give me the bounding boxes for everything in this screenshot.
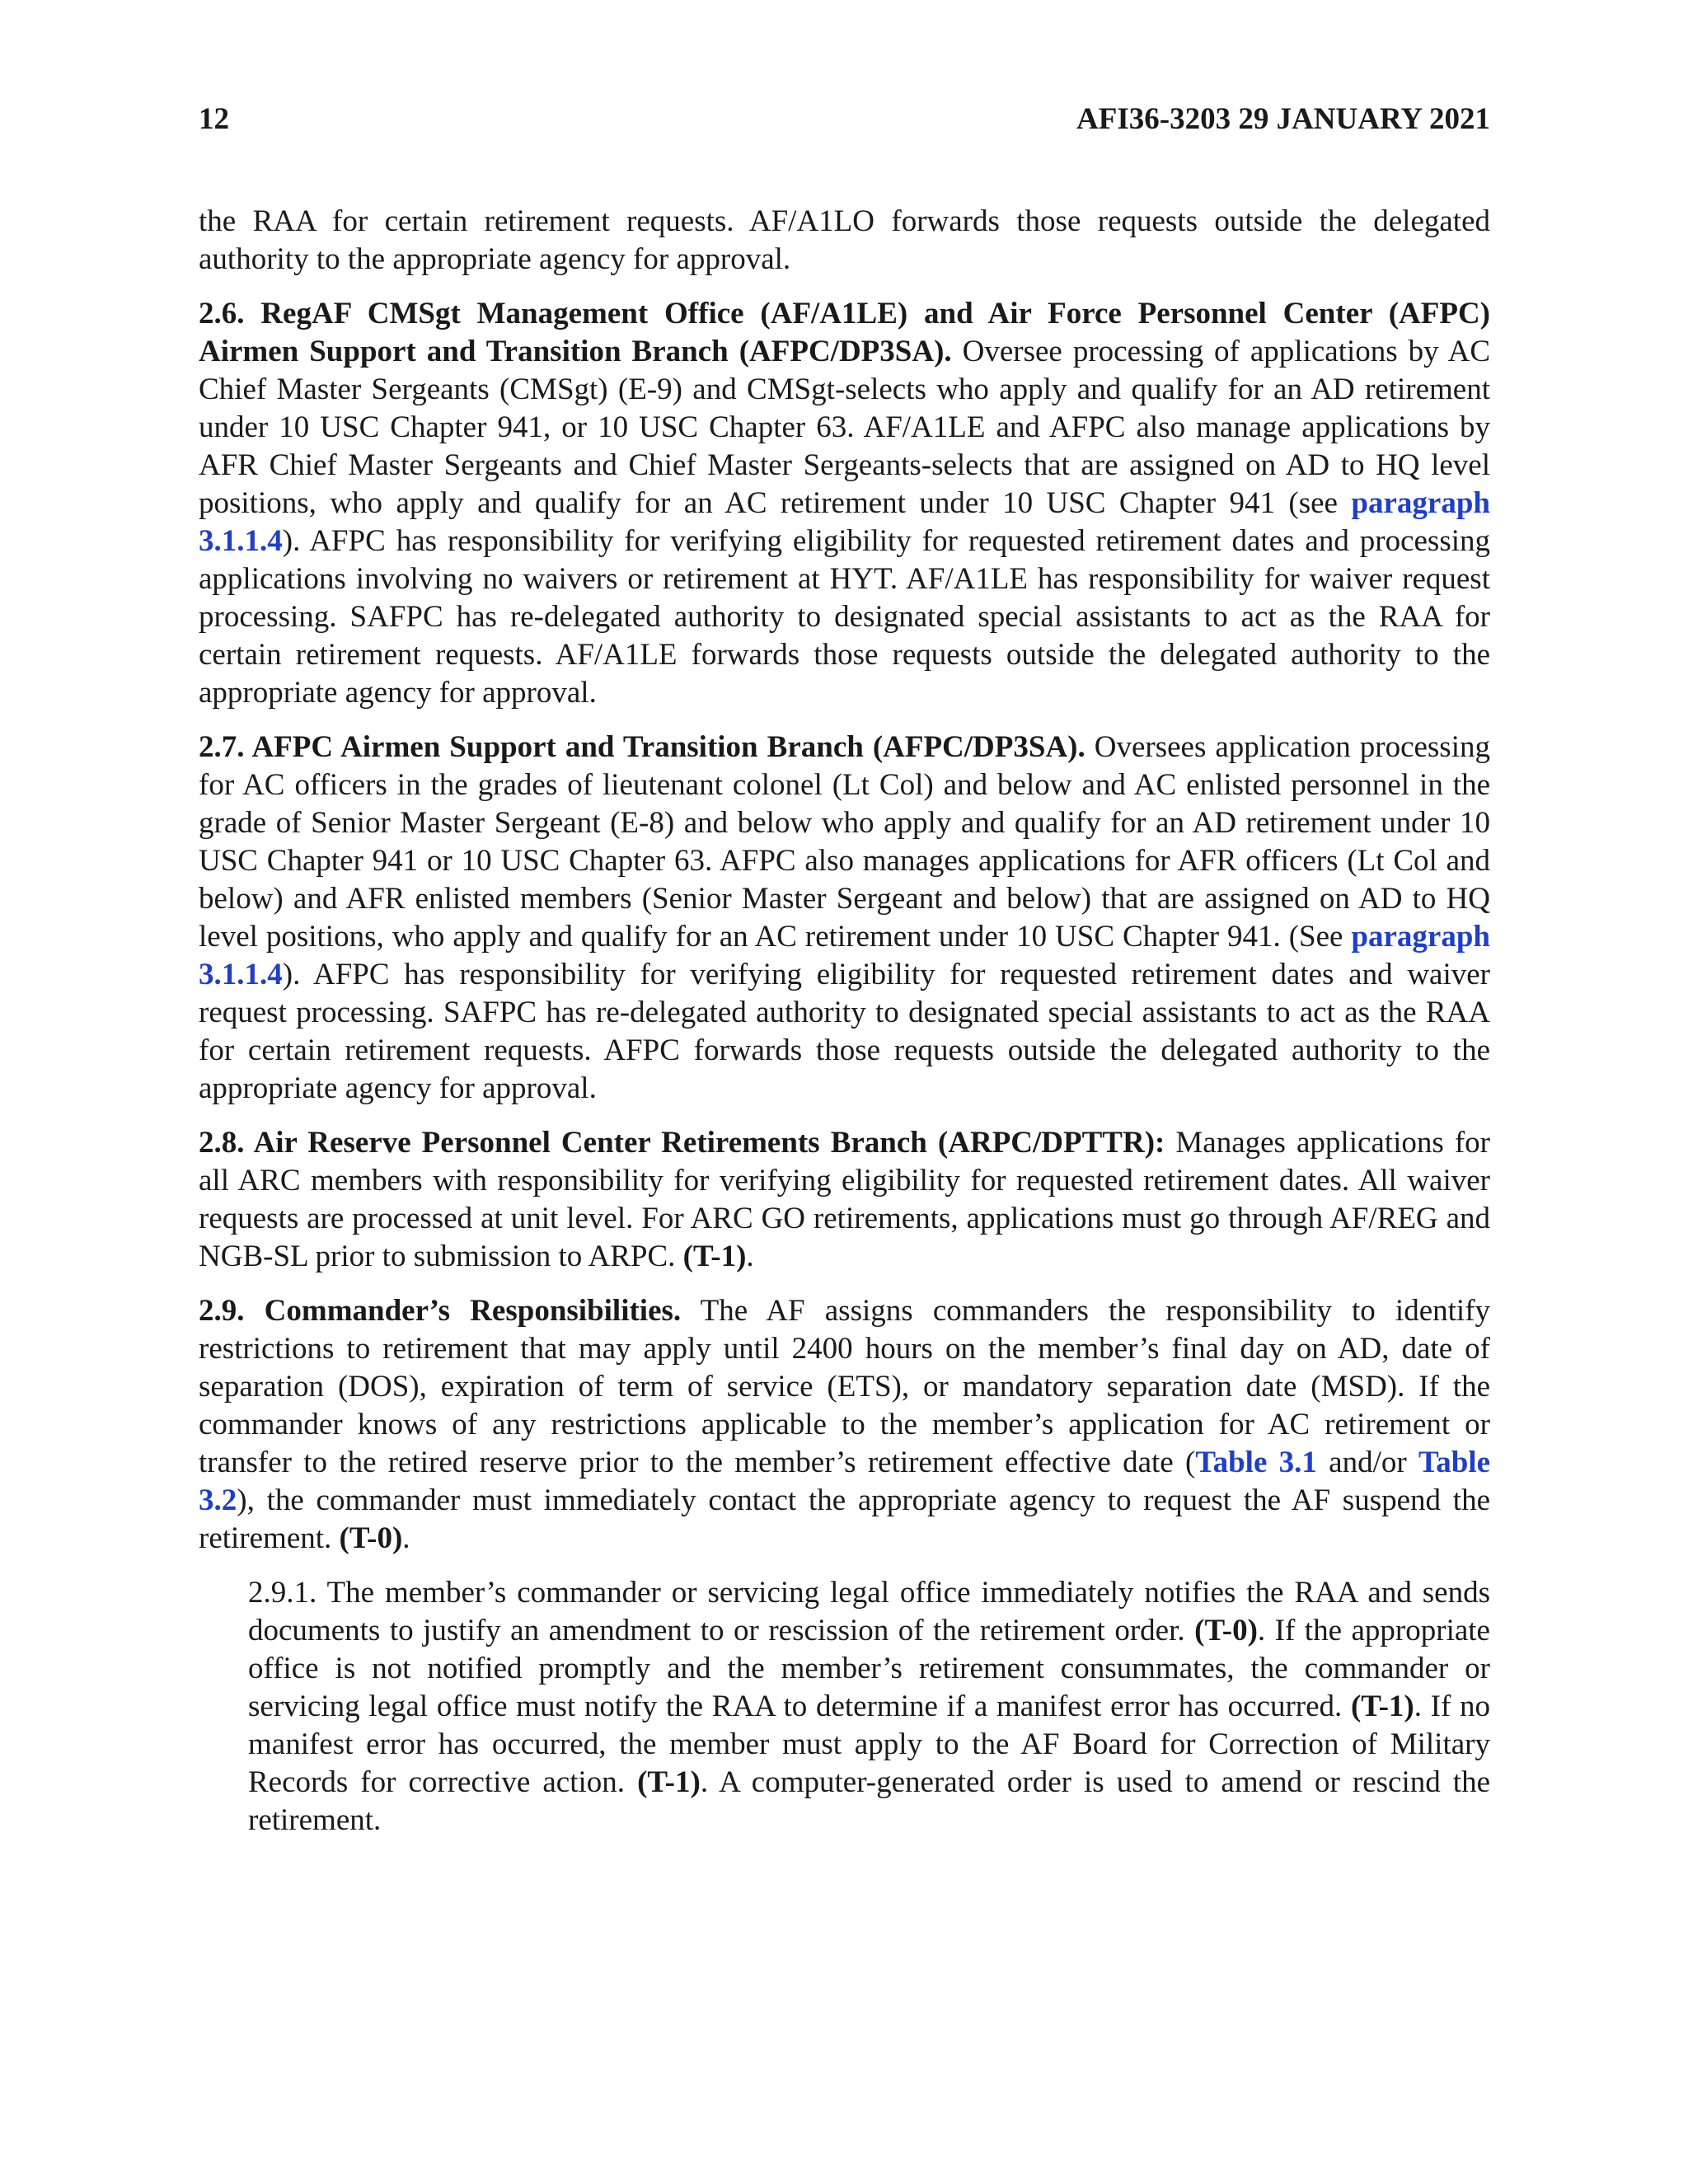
section-2-7-heading: 2.7. AFPC Airmen Support and Transition Branch (AFPC/DP3SA). [199, 730, 1085, 764]
section-2-9-text-1: The AF assigns commanders the responsibility to identify restrictions to retirement that may apply until 2400 hours on the member’s final day on AD, date of separation (DOS), expiration of term of service (ETS), or mandatory separation date (MSD). If the commander knows of any restrictions applicable to the member’s application for AC retirement or transfer to the retired reserve prior to the member’s retirement effective date ( [199, 1294, 1491, 1479]
section-2-9-1-text-2: . If the appropriate office is not notified promptly and the member’s retirement consummates, the commander or servicing legal office must notify the RAA to determine if a manifest error has occurred. [248, 1614, 1490, 1723]
section-2-9-text-2: and/or [1316, 1446, 1418, 1479]
section-2-9-text-4: . [402, 1521, 410, 1555]
tier-label: (T-1) [682, 1240, 747, 1273]
section-2-9-1 [248, 1574, 1490, 1840]
paragraph-3-1-1-4-link[interactable]: paragraph 3.1.1.4 [199, 920, 1490, 991]
section-2-6 [199, 295, 1490, 712]
page-number: 12 [199, 102, 229, 136]
section-2-6-text-1: Oversee processing of applications by AC Chief Master Sergeants (CMSgt) (E-9) and CMSgt-selects who apply and qualify for an AD retirement under 10 USC Chapter 941, or 10 USC Chapter 63. AF/A1LE and AFPC also manage applications by AFR Chief Master Sergeants and Chief Master Sergeants-selects that are assigned on AD to HQ level positions, who apply and qualify for an AC retirement under 10 USC Chapter 941 (see [199, 335, 1490, 520]
section-2-9 [199, 1292, 1490, 1558]
table-3-2-link[interactable]: Table 3.2 [199, 1446, 1490, 1517]
section-2-7-text-2: ). AFPC has responsibility for verifying eligibility for requested retirement dates and waiver request processing. SAFPC has re-delegated authority to designated special assistants to act as the RAA for certain retirement requests. AFPC forwards those requests outside the delegated authority to the appropriate agency for approval. [199, 958, 1490, 1105]
section-2-9-text-3: ), the commander must immediately contact the appropriate agency to request the AF suspend the retirement. [199, 1483, 1490, 1555]
section-2-7-text-1: Oversees application processing for AC officers in the grades of lieutenant colonel (Lt Col) and below and AC enlisted personnel in the grade of Senior Master Sergeant (E-8) and below who apply and qualify for an AD retirement under 10 USC Chapter 941 or 10 USC Chapter 63. AFPC also manages applications for AFR officers (Lt Col and below) and AFR enlisted members (Senior Master Sergeant and below) that are assigned on AD to HQ level positions, who apply and qualify for an AC retirement under 10 USC Chapter 941. (See [199, 730, 1490, 954]
tier-label: (T-0) [339, 1521, 403, 1555]
section-2-8-heading: 2.8. Air Reserve Personnel Center Retirements Branch (ARPC/DPTTR): [199, 1126, 1165, 1160]
table-3-1-link[interactable]: Table 3.1 [1195, 1446, 1317, 1479]
section-2-9-1-text-3: . If no manifest error has occurred, the member must apply to the AF Board for Correction of Military Records for corrective action. [248, 1690, 1490, 1799]
section-2-9-1-text-1: 2.9.1. The member’s commander or servicing legal office immediately notifies the RAA and sends documents to justify an amendment to or rescission of the retirement order. [248, 1576, 1490, 1647]
section-2-6-text-2: ). AFPC has responsibility for verifying eligibility for requested retirement dates and processing applications involving no waivers or retirement at HYT. AF/A1LE has responsibility for waiver request processing. SAFPC has re-delegated authority to designated special assistants to act as the RAA for certain retirement requests. AF/A1LE forwards those requests outside the delegated authority to the appropriate agency for approval. [199, 524, 1490, 710]
document-id: AFI36-3203 29 JANUARY 2021 [1076, 102, 1490, 136]
section-2-7 [199, 729, 1490, 1108]
continued-text: the RAA for certain retirement requests. AF/A1LO forwards those requests outside the delegated authority to the appropriate agency for approval. [199, 204, 1490, 276]
section-2-9-1-text-4: . A computer-generated order is used to amend or rescind the retirement. [248, 1765, 1490, 1837]
section-2-8 [199, 1124, 1490, 1276]
continued-paragraph [199, 203, 1490, 279]
tier-label: (T-1) [637, 1765, 701, 1799]
document-body [199, 203, 1490, 1856]
section-2-8-text-1: Manages applications for all ARC members with responsibility for verifying eligibility for requested retirement dates. All waiver requests are processed at unit level. For ARC GO retirements, applications must go through AF/REG and NGB-SL prior to submission to ARPC. [199, 1126, 1490, 1273]
section-2-9-heading: 2.9. Commander’s Responsibilities. [199, 1294, 682, 1328]
section-2-6-heading: 2.6. RegAF CMSgt Management Office (AF/A1LE) and Air Force Personnel Center (AFPC) Airmen Support and Transition Branch (AFPC/DP3SA). [199, 297, 1490, 368]
tier-label: (T-1) [1350, 1690, 1414, 1723]
paragraph-3-1-1-4-link[interactable]: paragraph 3.1.1.4 [199, 486, 1490, 558]
tier-label: (T-0) [1194, 1614, 1258, 1647]
section-2-8-text-2: . [746, 1240, 754, 1273]
